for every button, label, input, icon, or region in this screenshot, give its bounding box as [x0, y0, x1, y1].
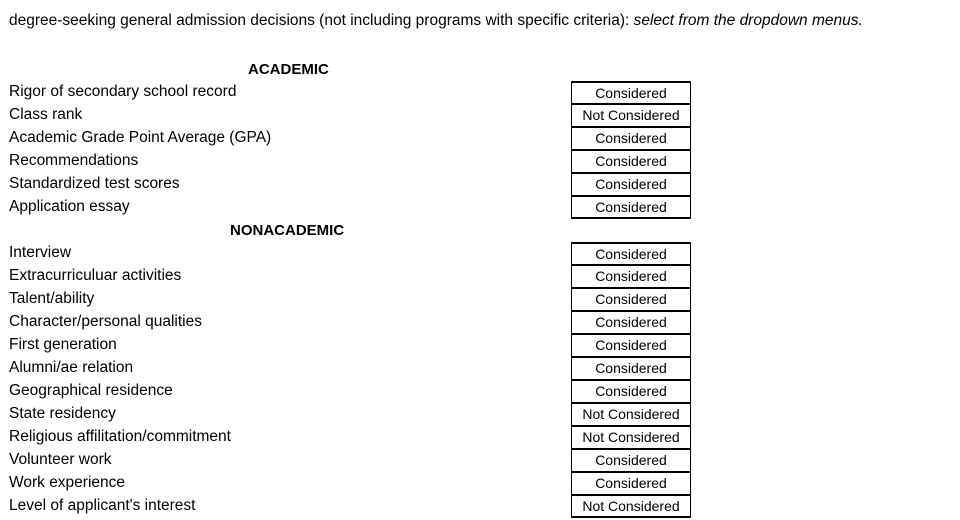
instructions-main: degree-seeking general admission decisions (not including programs with specific criteria):: [9, 12, 634, 29]
instructions-emphasis: select from the dropdown menus.: [633, 12, 863, 29]
criterion-label: Standardized test scores: [9, 175, 180, 192]
criterion-label: Alumni/ae relation: [9, 359, 134, 376]
criterion-dropdown[interactable]: Considered: [571, 311, 691, 334]
table-row: [0, 288, 960, 311]
criterion-label: Level of applicant's interest: [9, 497, 196, 514]
criterion-dropdown[interactable]: Considered: [571, 265, 691, 288]
criterion-dropdown[interactable]: Considered: [571, 472, 691, 495]
criterion-dropdown[interactable]: Considered: [571, 127, 691, 150]
criterion-dropdown[interactable]: Considered: [571, 242, 691, 265]
criterion-dropdown[interactable]: Not Considered: [571, 426, 691, 449]
criterion-label: Recommendations: [9, 152, 139, 169]
criterion-dropdown[interactable]: Not Considered: [571, 104, 691, 127]
table-row: [0, 380, 960, 403]
criterion-dropdown[interactable]: Not Considered: [571, 403, 691, 426]
criterion-dropdown[interactable]: Considered: [571, 150, 691, 173]
table-row: [0, 449, 960, 472]
table-row: [0, 334, 960, 357]
table-row: [0, 495, 960, 518]
table-row: [0, 81, 960, 104]
criterion-label: Religious affilitation/commitment: [9, 428, 231, 445]
criterion-dropdown[interactable]: Not Considered: [571, 495, 691, 518]
criterion-label: Geographical residence: [9, 382, 173, 399]
table-row: [0, 150, 960, 173]
criterion-dropdown[interactable]: Considered: [571, 380, 691, 403]
criterion-label: Academic Grade Point Average (GPA): [9, 129, 272, 146]
criterion-label: Rigor of secondary school record: [9, 83, 237, 100]
criterion-label: Volunteer work: [9, 451, 112, 468]
criterion-dropdown[interactable]: Considered: [571, 449, 691, 472]
criterion-dropdown[interactable]: Considered: [571, 196, 691, 219]
criterion-label: State residency: [9, 405, 116, 422]
criterion-label: Interview: [9, 244, 72, 261]
table-row: [0, 196, 960, 219]
table-row: [0, 472, 960, 495]
criterion-dropdown[interactable]: Considered: [571, 357, 691, 380]
table-row: [0, 265, 960, 288]
criterion-label: Class rank: [9, 106, 83, 123]
criterion-dropdown[interactable]: Considered: [571, 288, 691, 311]
table-row: [0, 357, 960, 380]
table-row: [0, 173, 960, 196]
table-row: [0, 403, 960, 426]
nonacademic-heading: NONACADEMIC: [230, 222, 345, 239]
academic-heading: ACADEMIC: [248, 61, 329, 78]
table-row: [0, 311, 960, 334]
criterion-label: First generation: [9, 336, 117, 353]
instructions-text: [9, 12, 863, 30]
criterion-label: Work experience: [9, 474, 126, 491]
table-row: [0, 242, 960, 265]
table-row: [0, 426, 960, 449]
criterion-label: Application essay: [9, 198, 130, 215]
criterion-dropdown[interactable]: Considered: [571, 173, 691, 196]
criterion-label: Character/personal qualities: [9, 313, 202, 330]
criterion-dropdown[interactable]: Considered: [571, 334, 691, 357]
criterion-label: Talent/ability: [9, 290, 95, 307]
table-row: [0, 104, 960, 127]
criterion-label: Extracurriculuar activities: [9, 267, 182, 284]
table-row: [0, 127, 960, 150]
criterion-dropdown[interactable]: Considered: [571, 81, 691, 104]
